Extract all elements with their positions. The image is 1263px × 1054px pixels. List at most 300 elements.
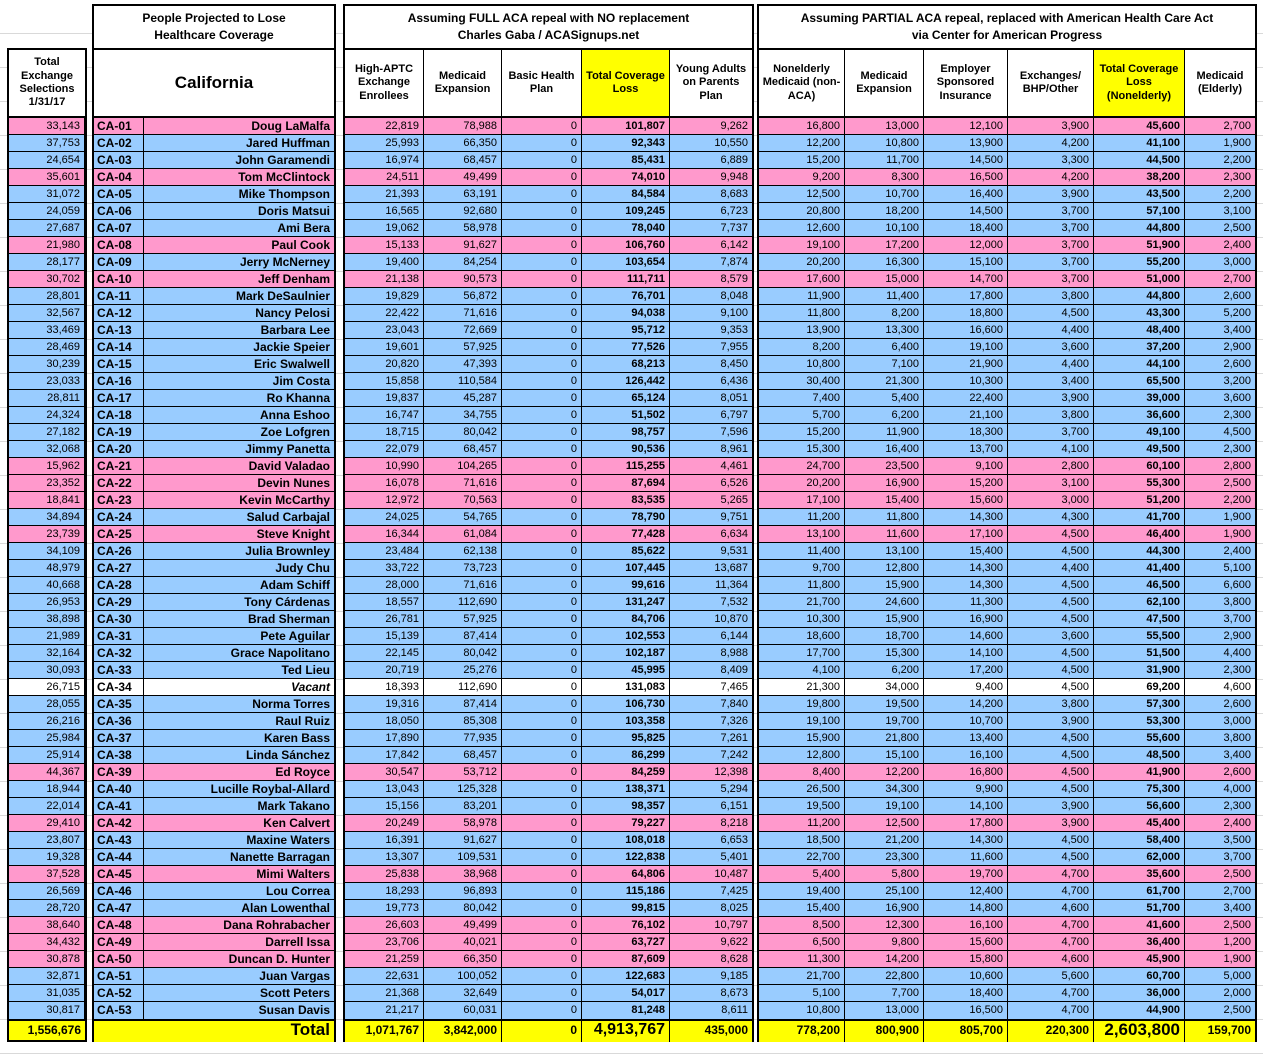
value-cell[interactable]: 4,400 [1223,647,1251,659]
representative-cell[interactable]: Juan Vargas [259,969,330,983]
value-cell[interactable]: 30,547 [345,764,424,780]
value-cell[interactable]: 125,328 [424,781,502,797]
value-cell[interactable]: 9,400 [924,679,1008,695]
value-cell[interactable]: 15,800 [924,951,1008,967]
value-cell[interactable]: 5,700 [759,407,845,423]
value-cell[interactable]: 0 [502,543,582,559]
value-cell[interactable]: 48,400 [1094,322,1185,338]
value-cell[interactable]: 3,700 [1008,220,1094,236]
column-header[interactable]: Medicaid (Elderly) [1185,50,1255,116]
column-header[interactable]: Medicaid Expansion [845,50,924,116]
value-cell[interactable]: 0 [502,135,582,151]
value-cell[interactable]: 9,700 [759,560,845,576]
value-cell[interactable]: 20,719 [345,662,424,678]
value-cell[interactable]: 19,773 [345,900,424,916]
value-cell[interactable]: 18,600 [759,628,845,644]
value-cell[interactable]: 45,995 [582,662,670,678]
value-cell[interactable]: 45,600 [1094,118,1185,134]
value-cell[interactable]: 43,500 [1094,186,1185,202]
exchange-selections-header[interactable]: Total Exchange Selections 1/31/17 [9,50,85,118]
value-cell[interactable]: 15,300 [845,645,924,661]
value-cell[interactable]: 33,722 [345,560,424,576]
value-cell[interactable]: 51,900 [1094,237,1185,253]
value-cell[interactable]: 0 [502,798,582,814]
value-cell[interactable]: 81,248 [582,1002,670,1019]
value-cell[interactable]: 111,711 [582,271,670,287]
value-cell[interactable]: 3,000 [1223,256,1251,268]
exchange-selections-cell[interactable]: 31,035 [9,985,85,1002]
value-cell[interactable]: 10,797 [714,919,748,931]
district-cell[interactable]: CA-31 [94,628,144,644]
value-cell[interactable]: 14,100 [924,798,1008,814]
value-cell[interactable]: 14,600 [924,628,1008,644]
value-cell[interactable]: 3,800 [1008,696,1094,712]
value-cell[interactable]: 3,600 [1008,339,1094,355]
exchange-selections-cell[interactable]: 35,601 [9,169,85,186]
value-cell[interactable]: 51,700 [1094,900,1185,916]
value-cell[interactable]: 36,400 [1094,934,1185,950]
district-cell[interactable]: CA-16 [94,373,144,389]
value-cell[interactable]: 4,500 [1008,832,1094,848]
value-cell[interactable]: 14,800 [924,900,1008,916]
value-cell[interactable]: 15,200 [924,475,1008,491]
representative-cell[interactable]: Paul Cook [271,238,330,252]
representative-cell[interactable]: Ro Khanna [266,391,330,405]
exchange-selections-cell[interactable]: 28,801 [9,288,85,305]
value-cell[interactable]: 0 [502,441,582,457]
value-cell[interactable]: 3,700 [1223,851,1251,863]
value-cell[interactable]: 20,800 [759,203,845,219]
value-cell[interactable]: 11,800 [759,305,845,321]
value-cell[interactable]: 44,100 [1094,356,1185,372]
value-cell[interactable]: 51,500 [1094,645,1185,661]
value-cell[interactable]: 6,144 [720,630,748,642]
representative-cell[interactable]: Grace Napolitano [230,646,330,660]
value-cell[interactable]: 16,600 [924,322,1008,338]
total-label[interactable]: Total [94,1021,334,1042]
column-header[interactable]: Basic Health Plan [502,50,582,116]
district-cell[interactable]: CA-52 [94,985,144,1001]
representative-cell[interactable]: Mark DeSaulnier [235,289,330,303]
value-cell[interactable]: 72,669 [424,322,502,338]
value-cell[interactable]: 7,874 [720,256,748,268]
value-cell[interactable]: 0 [502,407,582,423]
value-cell[interactable]: 3,100 [1223,205,1251,217]
district-cell[interactable]: CA-07 [94,220,144,236]
value-cell[interactable]: 102,187 [582,645,670,661]
value-cell[interactable]: 83,201 [424,798,502,814]
value-cell[interactable]: 0 [502,866,582,882]
value-cell[interactable]: 0 [502,900,582,916]
district-cell[interactable]: CA-19 [94,424,144,440]
value-cell[interactable]: 16,391 [345,832,424,848]
district-cell[interactable]: CA-44 [94,849,144,865]
value-cell[interactable]: 16,100 [924,917,1008,933]
value-cell[interactable]: 47,500 [1094,611,1185,627]
value-cell[interactable]: 13,900 [924,135,1008,151]
value-cell[interactable]: 0 [502,951,582,967]
value-cell[interactable]: 15,900 [845,611,924,627]
value-cell[interactable]: 22,079 [345,441,424,457]
value-cell[interactable]: 16,974 [345,152,424,168]
value-cell[interactable]: 8,683 [720,188,748,200]
total-cell[interactable]: 2,603,800 [1094,1021,1185,1042]
value-cell[interactable]: 21,300 [845,373,924,389]
value-cell[interactable]: 4,000 [1223,783,1251,795]
value-cell[interactable]: 9,200 [759,169,845,185]
value-cell[interactable]: 9,800 [845,934,924,950]
value-cell[interactable]: 5,401 [720,851,748,863]
district-cell[interactable]: CA-40 [94,781,144,797]
value-cell[interactable]: 11,200 [759,815,845,831]
district-cell[interactable]: CA-02 [94,135,144,151]
value-cell[interactable]: 16,100 [924,747,1008,763]
exchange-selections-cell[interactable]: 44,367 [9,764,85,781]
value-cell[interactable]: 57,300 [1094,696,1185,712]
column-header[interactable]: Exchanges/ BHP/Other [1008,50,1094,116]
value-cell[interactable]: 49,499 [424,917,502,933]
district-cell[interactable]: CA-20 [94,441,144,457]
district-cell[interactable]: CA-48 [94,917,144,933]
value-cell[interactable]: 51,200 [1094,492,1185,508]
value-cell[interactable]: 15,200 [759,424,845,440]
value-cell[interactable]: 10,487 [714,868,748,880]
value-cell[interactable]: 3,700 [1008,254,1094,270]
value-cell[interactable]: 2,500 [1223,1004,1251,1016]
value-cell[interactable]: 6,151 [720,800,748,812]
value-cell[interactable]: 46,400 [1094,526,1185,542]
value-cell[interactable]: 13,400 [924,730,1008,746]
value-cell[interactable]: 55,200 [1094,254,1185,270]
value-cell[interactable]: 91,627 [424,237,502,253]
exchange-selections-cell[interactable]: 34,109 [9,543,85,560]
value-cell[interactable]: 38,968 [424,866,502,882]
value-cell[interactable]: 76,701 [582,288,670,304]
value-cell[interactable]: 7,840 [720,698,748,710]
value-cell[interactable]: 16,800 [759,118,845,134]
value-cell[interactable]: 0 [502,628,582,644]
representative-cell[interactable]: Doug LaMalfa [251,119,330,133]
column-header[interactable]: Total Coverage Loss (Nonelderly) [1094,50,1185,116]
value-cell[interactable]: 6,200 [845,407,924,423]
value-cell[interactable]: 0 [502,594,582,610]
value-cell[interactable]: 4,400 [1008,322,1094,338]
exchange-selections-cell[interactable]: 32,164 [9,645,85,662]
value-cell[interactable]: 21,800 [845,730,924,746]
value-cell[interactable]: 19,837 [345,390,424,406]
value-cell[interactable]: 5,265 [720,494,748,506]
value-cell[interactable]: 2,300 [1223,409,1251,421]
exchange-selections-cell[interactable]: 28,055 [9,696,85,713]
value-cell[interactable]: 18,300 [924,424,1008,440]
value-cell[interactable]: 90,536 [582,441,670,457]
district-cell[interactable]: CA-47 [94,900,144,916]
value-cell[interactable]: 13,700 [924,441,1008,457]
value-cell[interactable]: 8,409 [720,664,748,676]
value-cell[interactable]: 85,308 [424,713,502,729]
value-cell[interactable]: 4,700 [1008,1002,1094,1019]
state-group-header[interactable] [94,6,334,50]
value-cell[interactable]: 10,300 [924,373,1008,389]
value-cell[interactable]: 2,700 [1223,885,1251,897]
value-cell[interactable]: 39,000 [1094,390,1185,406]
value-cell[interactable]: 9,185 [720,970,748,982]
value-cell[interactable]: 4,500 [1008,526,1094,542]
value-cell[interactable]: 66,350 [424,135,502,151]
exchange-selections-cell[interactable]: 30,239 [9,356,85,373]
value-cell[interactable]: 0 [502,696,582,712]
value-cell[interactable]: 19,062 [345,220,424,236]
value-cell[interactable]: 84,584 [582,186,670,202]
value-cell[interactable]: 34,000 [845,679,924,695]
value-cell[interactable]: 9,100 [720,307,748,319]
value-cell[interactable]: 57,100 [1094,203,1185,219]
value-cell[interactable]: 15,156 [345,798,424,814]
value-cell[interactable]: 0 [502,424,582,440]
value-cell[interactable]: 22,400 [924,390,1008,406]
value-cell[interactable]: 25,100 [845,883,924,899]
value-cell[interactable]: 19,400 [759,883,845,899]
value-cell[interactable]: 62,100 [1094,594,1185,610]
value-cell[interactable]: 0 [502,747,582,763]
value-cell[interactable]: 0 [502,152,582,168]
value-cell[interactable]: 45,287 [424,390,502,406]
representative-cell[interactable]: Jared Huffman [245,136,330,150]
value-cell[interactable]: 87,414 [424,696,502,712]
value-cell[interactable]: 21,138 [345,271,424,287]
column-header[interactable]: Total Coverage Loss [582,50,670,116]
value-cell[interactable]: 21,900 [924,356,1008,372]
value-cell[interactable]: 71,616 [424,305,502,321]
value-cell[interactable]: 4,100 [759,662,845,678]
representative-cell[interactable]: Dana Rohrabacher [223,918,330,932]
exchange-selections-cell[interactable]: 23,807 [9,832,85,849]
district-cell[interactable]: CA-10 [94,271,144,287]
value-cell[interactable]: 5,200 [1223,307,1251,319]
exchange-selections-cell[interactable]: 29,410 [9,815,85,832]
exchange-selections-cell[interactable]: 27,687 [9,220,85,237]
value-cell[interactable]: 6,723 [720,205,748,217]
value-cell[interactable]: 14,200 [924,696,1008,712]
value-cell[interactable]: 20,200 [759,254,845,270]
value-cell[interactable]: 9,751 [720,511,748,523]
value-cell[interactable]: 13,900 [759,322,845,338]
value-cell[interactable]: 8,611 [721,1004,748,1016]
value-cell[interactable]: 19,100 [759,713,845,729]
exchange-selections-cell[interactable]: 24,654 [9,152,85,169]
value-cell[interactable]: 19,400 [345,254,424,270]
value-cell[interactable]: 77,428 [582,526,670,542]
value-cell[interactable]: 65,124 [582,390,670,406]
exchange-selections-cell[interactable]: 25,914 [9,747,85,764]
district-cell[interactable]: CA-01 [94,118,144,134]
value-cell[interactable]: 87,609 [582,951,670,967]
value-cell[interactable]: 92,343 [582,135,670,151]
value-cell[interactable]: 19,500 [759,798,845,814]
value-cell[interactable]: 28,000 [345,577,424,593]
exchange-selections-cell[interactable]: 32,068 [9,441,85,458]
exchange-selections-cell[interactable]: 23,739 [9,526,85,543]
value-cell[interactable]: 60,700 [1094,968,1185,984]
value-cell[interactable]: 24,700 [759,458,845,474]
value-cell[interactable]: 0 [502,203,582,219]
value-cell[interactable]: 18,715 [345,424,424,440]
value-cell[interactable]: 15,000 [845,271,924,287]
total-cell[interactable]: 159,700 [1185,1021,1255,1042]
value-cell[interactable]: 15,133 [345,237,424,253]
value-cell[interactable]: 45,900 [1094,951,1185,967]
value-cell[interactable]: 4,500 [1008,747,1094,763]
value-cell[interactable]: 102,553 [582,628,670,644]
value-cell[interactable]: 6,500 [759,934,845,950]
district-cell[interactable]: CA-38 [94,747,144,763]
district-cell[interactable]: CA-14 [94,339,144,355]
value-cell[interactable]: 44,800 [1094,288,1185,304]
value-cell[interactable]: 15,139 [345,628,424,644]
value-cell[interactable]: 5,400 [845,390,924,406]
value-cell[interactable]: 18,500 [759,832,845,848]
value-cell[interactable]: 10,800 [845,135,924,151]
value-cell[interactable]: 22,700 [759,849,845,865]
exchange-selections-cell[interactable]: 33,143 [9,118,85,135]
value-cell[interactable]: 12,000 [924,237,1008,253]
value-cell[interactable]: 24,600 [845,594,924,610]
total-cell[interactable]: 1,071,767 [345,1021,424,1042]
value-cell[interactable]: 80,042 [424,900,502,916]
value-cell[interactable]: 4,500 [1008,645,1094,661]
value-cell[interactable]: 51,000 [1094,271,1185,287]
value-cell[interactable]: 4,100 [1008,441,1094,457]
value-cell[interactable]: 41,400 [1094,560,1185,576]
value-cell[interactable]: 10,550 [714,137,748,149]
value-cell[interactable]: 0 [502,849,582,865]
value-cell[interactable]: 54,017 [582,985,670,1001]
value-cell[interactable]: 19,100 [924,339,1008,355]
representative-cell[interactable]: Devin Nunes [257,476,330,490]
value-cell[interactable]: 0 [502,611,582,627]
value-cell[interactable]: 15,300 [759,441,845,457]
value-cell[interactable]: 48,500 [1094,747,1185,763]
value-cell[interactable]: 3,900 [1008,798,1094,814]
representative-cell[interactable]: Duncan D. Hunter [228,952,330,966]
representative-cell[interactable]: Pete Aguilar [260,629,330,643]
value-cell[interactable]: 41,700 [1094,509,1185,525]
exchange-selections-cell[interactable]: 15,962 [9,458,85,475]
value-cell[interactable]: 3,400 [1223,324,1251,336]
value-cell[interactable]: 11,900 [845,424,924,440]
value-cell[interactable]: 101,807 [582,118,670,134]
exchange-selections-cell[interactable]: 32,871 [9,968,85,985]
value-cell[interactable]: 110,584 [424,373,502,389]
value-cell[interactable]: 5,400 [759,866,845,882]
representative-cell[interactable]: David Valadao [248,459,330,473]
representative-cell[interactable]: Ed Royce [275,765,330,779]
value-cell[interactable]: 36,000 [1094,985,1185,1001]
exchange-selections-cell[interactable]: 26,953 [9,594,85,611]
value-cell[interactable]: 3,400 [1008,373,1094,389]
total-cell[interactable]: 220,300 [1008,1021,1094,1042]
value-cell[interactable]: 0 [502,339,582,355]
value-cell[interactable]: 8,300 [845,169,924,185]
representative-cell[interactable]: Tony Cárdenas [244,595,330,609]
exchange-selections-cell[interactable]: 37,528 [9,866,85,883]
value-cell[interactable]: 99,616 [582,577,670,593]
value-cell[interactable]: 9,353 [720,324,748,336]
value-cell[interactable]: 11,364 [715,579,748,591]
value-cell[interactable]: 32,649 [424,985,502,1001]
column-header[interactable]: Employer Sponsored Insurance [924,50,1008,116]
value-cell[interactable]: 77,935 [424,730,502,746]
value-cell[interactable]: 11,800 [845,509,924,525]
value-cell[interactable]: 21,368 [345,985,424,1001]
value-cell[interactable]: 1,900 [1223,528,1251,540]
value-cell[interactable]: 21,217 [345,1002,424,1019]
district-cell[interactable]: CA-30 [94,611,144,627]
value-cell[interactable]: 5,100 [1223,562,1251,574]
representative-cell[interactable]: Anna Eshoo [259,408,330,422]
value-cell[interactable]: 2,400 [1223,817,1251,829]
district-cell[interactable]: CA-13 [94,322,144,338]
exchange-selections-cell[interactable]: 26,216 [9,713,85,730]
value-cell[interactable]: 16,800 [924,764,1008,780]
value-cell[interactable]: 0 [502,832,582,848]
value-cell[interactable]: 56,872 [424,288,502,304]
total-cell[interactable]: 0 [502,1021,582,1042]
value-cell[interactable]: 55,600 [1094,730,1185,746]
value-cell[interactable]: 8,628 [720,953,748,965]
value-cell[interactable]: 94,038 [582,305,670,321]
value-cell[interactable]: 78,040 [582,220,670,236]
value-cell[interactable]: 5,600 [1008,968,1094,984]
exchange-selections-cell[interactable]: 37,753 [9,135,85,152]
value-cell[interactable]: 11,400 [759,543,845,559]
value-cell[interactable]: 3,100 [1008,475,1094,491]
value-cell[interactable]: 1,900 [1223,953,1251,965]
value-cell[interactable]: 24,025 [345,509,424,525]
representative-cell[interactable]: Nanette Barragan [229,850,330,864]
value-cell[interactable]: 115,186 [582,883,670,899]
value-cell[interactable]: 2,300 [1223,171,1251,183]
exchange-selections-cell[interactable]: 24,324 [9,407,85,424]
value-cell[interactable]: 4,461 [720,460,748,472]
district-cell[interactable]: CA-53 [94,1002,144,1019]
value-cell[interactable]: 18,050 [345,713,424,729]
value-cell[interactable]: 1,900 [1223,511,1251,523]
value-cell[interactable]: 2,600 [1223,698,1251,710]
representative-cell[interactable]: Alan Lowenthal [241,901,330,915]
district-cell[interactable]: CA-26 [94,543,144,559]
value-cell[interactable]: 103,654 [582,254,670,270]
value-cell[interactable]: 16,500 [924,169,1008,185]
district-cell[interactable]: CA-11 [94,288,144,304]
value-cell[interactable]: 11,700 [845,152,924,168]
value-cell[interactable]: 3,400 [1223,902,1251,914]
value-cell[interactable]: 99,815 [582,900,670,916]
value-cell[interactable]: 8,400 [759,764,845,780]
exchange-selections-cell[interactable]: 21,989 [9,628,85,645]
value-cell[interactable]: 0 [502,730,582,746]
value-cell[interactable]: 3,000 [1223,715,1251,727]
value-cell[interactable]: 25,838 [345,866,424,882]
value-cell[interactable]: 18,700 [845,628,924,644]
value-cell[interactable]: 84,259 [582,764,670,780]
value-cell[interactable]: 21,300 [759,679,845,695]
value-cell[interactable]: 13,000 [845,118,924,134]
value-cell[interactable]: 13,100 [759,526,845,542]
value-cell[interactable]: 3,300 [1008,152,1094,168]
value-cell[interactable]: 3,400 [1223,749,1251,761]
value-cell[interactable]: 3,900 [1008,118,1094,134]
